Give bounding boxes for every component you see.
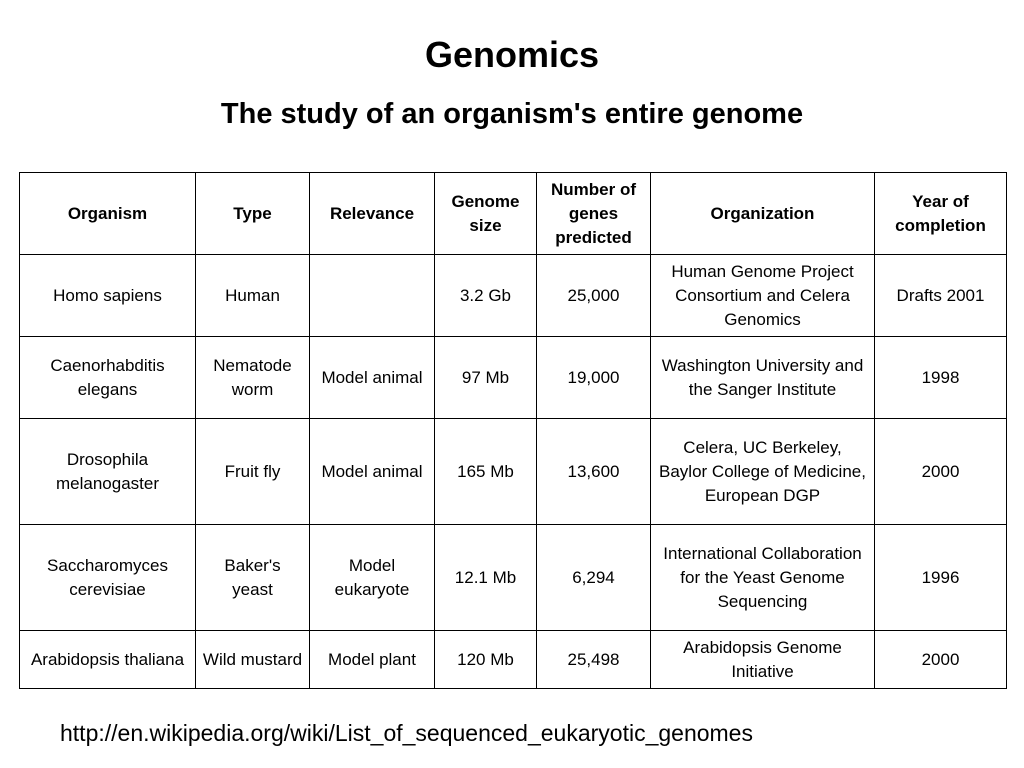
cell-year: 2000 <box>875 419 1007 525</box>
page-title: Genomics <box>424 34 600 75</box>
cell-genes-predicted: 6,294 <box>537 525 651 631</box>
cell-organism: Arabidopsis thaliana <box>20 631 196 689</box>
cell-relevance: Model animal <box>310 337 435 419</box>
header-type: Type <box>196 173 310 255</box>
table-row <box>20 525 1007 631</box>
header-genome-size: Genome size <box>435 173 537 255</box>
cell-type: Human <box>196 255 310 337</box>
cell-type: Nematode worm <box>196 337 310 419</box>
cell-genes-predicted: 25,000 <box>537 255 651 337</box>
genomes-table <box>19 172 1007 689</box>
cell-genome-size: 97 Mb <box>435 337 537 419</box>
cell-organization: Arabidopsis Genome Initiative <box>651 631 875 689</box>
cell-relevance: Model plant <box>310 631 435 689</box>
cell-organization: International Collaboration for the Yeast Genome Sequencing <box>651 525 875 631</box>
cell-organization: Human Genome Project Consortium and Celera Genomics <box>651 255 875 337</box>
page-subtitle: The study of an organism's entire genome <box>220 98 804 130</box>
cell-year: 1996 <box>875 525 1007 631</box>
cell-year: Drafts 2001 <box>875 255 1007 337</box>
table-header-row <box>20 173 1007 255</box>
table-row <box>20 255 1007 337</box>
source-url: http://en.wikipedia.org/wiki/List_of_sequenced_eukaryotic_genomes <box>60 720 753 746</box>
header-relevance: Relevance <box>310 173 435 255</box>
cell-organism: Drosophila melanogaster <box>20 419 196 525</box>
cell-organism: Homo sapiens <box>20 255 196 337</box>
cell-type: Baker's yeast <box>196 525 310 631</box>
cell-organism: Saccharomyces cerevisiae <box>20 525 196 631</box>
cell-genome-size: 3.2 Gb <box>435 255 537 337</box>
cell-organism: Caenorhabditis elegans <box>20 337 196 419</box>
cell-genes-predicted: 25,498 <box>537 631 651 689</box>
table-row <box>20 631 1007 689</box>
cell-type: Wild mustard <box>196 631 310 689</box>
cell-relevance: Model eukaryote <box>310 525 435 631</box>
cell-genome-size: 12.1 Mb <box>435 525 537 631</box>
cell-genes-predicted: 19,000 <box>537 337 651 419</box>
header-organization: Organization <box>651 173 875 255</box>
table-row <box>20 337 1007 419</box>
cell-genes-predicted: 13,600 <box>537 419 651 525</box>
cell-relevance <box>310 255 435 337</box>
header-organism: Organism <box>20 173 196 255</box>
header-year: Year of completion <box>875 173 1007 255</box>
cell-type: Fruit fly <box>196 419 310 525</box>
table-row <box>20 419 1007 525</box>
cell-year: 2000 <box>875 631 1007 689</box>
cell-genome-size: 120 Mb <box>435 631 537 689</box>
cell-relevance: Model animal <box>310 419 435 525</box>
cell-year: 1998 <box>875 337 1007 419</box>
cell-organization: Washington University and the Sanger Institute <box>651 337 875 419</box>
cell-genome-size: 165 Mb <box>435 419 537 525</box>
cell-organization: Celera, UC Berkeley, Baylor College of Medicine, European DGP <box>651 419 875 525</box>
header-genes-predicted: Number of genes predicted <box>537 173 651 255</box>
